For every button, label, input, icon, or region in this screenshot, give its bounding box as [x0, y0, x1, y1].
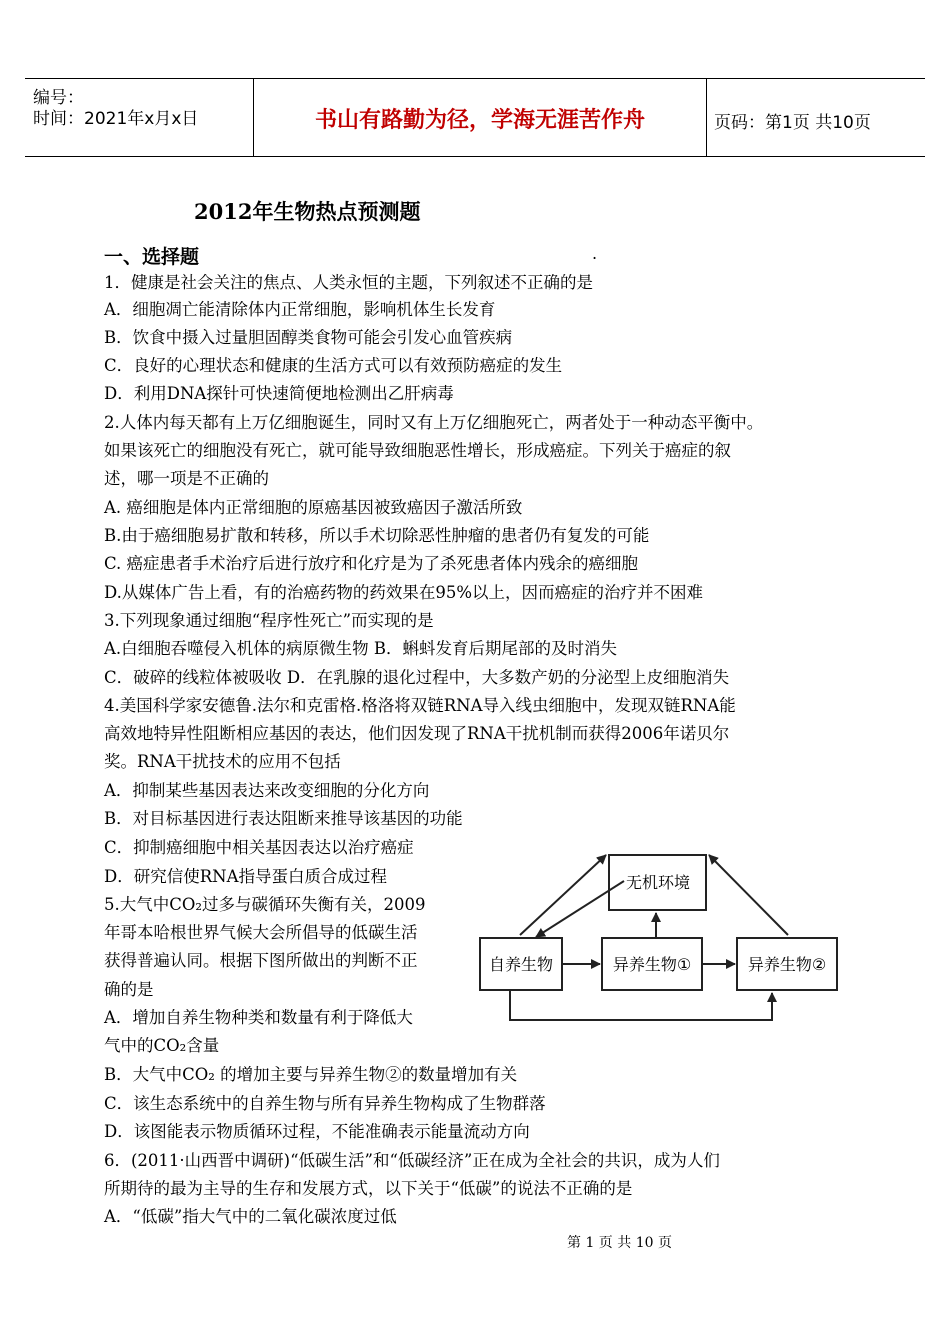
text-line: C．破碎的线粒体被吸收 D．在乳腺的退化过程中，大多数产奶的分泌型上皮细胞消失	[104, 668, 730, 687]
text-line: 2.人体内每天都有上万亿细胞诞生，同时又有上万亿细胞死亡，两者处于一种动态平衡中。	[104, 413, 764, 432]
page-info: 页码：第1页 共10页	[714, 113, 871, 133]
text-line: 6．(2011·山西晋中调研)“低碳生活”和“低碳经济”正在成为全社会的共识，成为人们	[104, 1151, 720, 1170]
text-line: 5.大气中CO₂过多与碳循环失衡有关，2009	[104, 895, 426, 914]
text-line: 4.美国科学家安德鲁.法尔和克雷格.格洛将双链RNA导入线虫细胞中，发现双链RNA能	[104, 696, 736, 715]
header-left-cell	[25, 79, 253, 156]
motto: 书山有路勤为径，学海无涯苦作舟	[314, 108, 645, 133]
text-line: A.白细胞吞噬侵入机体的病原微生物 B．蝌蚪发育后期尾部的及时消失	[104, 639, 618, 658]
text-line: 年哥本哈根世界气候大会所倡导的低碳生活	[104, 923, 418, 942]
text-line: 高效地特异性阻断相应基因的表达，他们因发现了RNA干扰机制而获得2006年诺贝尔	[104, 724, 730, 743]
text-line: D．该图能表示物质循环过程，不能准确表示能量流动方向	[104, 1122, 530, 1141]
label-inorganic-environment: 无机环境	[625, 873, 691, 892]
header-right-cell	[706, 79, 925, 156]
label-heterotroph-1: 异养生物①	[612, 955, 692, 974]
text-line: 1．健康是社会关注的焦点、人类永恒的主题，下列叙述不正确的是	[104, 273, 593, 292]
text-line: B．大气中CO₂ 的增加主要与异养生物②的数量增加有关	[104, 1065, 518, 1084]
page-title: 2012年生物热点预测题	[194, 199, 421, 224]
text-line: A. 癌细胞是体内正常细胞的原癌基因被致癌因子激活所致	[104, 498, 523, 517]
section-heading: 一、选择题	[104, 246, 200, 268]
time-label: 时间：2021年x月x日	[33, 109, 199, 129]
text-line: C．该生态系统中的自养生物与所有异养生物构成了生物群落	[104, 1094, 546, 1113]
text-line: C．良好的心理状态和健康的生活方式可以有效预防癌症的发生	[104, 356, 563, 375]
text-line: 奖。RNA干扰技术的应用不包括	[104, 752, 341, 771]
arrow-auto-to-env	[520, 855, 606, 935]
text-line: B.由于癌细胞易扩散和转移，所以手术切除恶性肿瘤的患者仍有复发的可能	[104, 526, 650, 545]
label-heterotroph-2: 异养生物②	[747, 955, 827, 974]
text-line: B．对目标基因进行表达阻断来推导该基因的功能	[104, 809, 463, 828]
text-line: 3.下列现象通过细胞“程序性死亡”而实现的是	[104, 611, 434, 630]
text-line: 获得普遍认同。根据下图所做出的判断不正	[104, 951, 418, 970]
number-label: 编号：	[33, 88, 84, 108]
text-line: 确的是	[104, 980, 154, 999]
text-line: A．“低碳”指大气中的二氧化碳浓度过低	[104, 1207, 397, 1226]
stray-dot: .	[592, 244, 598, 263]
text-line: B．饮食中摄入过量胆固醇类食物可能会引发心血管疾病	[104, 328, 513, 347]
text-line: A．细胞凋亡能清除体内正常细胞，影响机体生长发育	[104, 300, 496, 319]
text-line: A．抑制某些基因表达来改变细胞的分化方向	[104, 781, 430, 800]
text-line: C. 癌症患者手术治疗后进行放疗和化疗是为了杀死患者体内残余的癌细胞	[104, 554, 639, 573]
label-autotroph: 自养生物	[488, 955, 554, 974]
text-line: A．增加自养生物种类和数量有利于降低大	[104, 1008, 413, 1027]
text-line: D．研究信使RNA指导蛋白质合成过程	[104, 867, 388, 886]
text-line: 如果该死亡的细胞没有死亡，就可能导致细胞恶性增长，形成癌症。下列关于癌症的叙	[104, 441, 731, 460]
text-line: D.从媒体广告上看，有的治癌药物的药效果在95%以上，因而癌症的治疗并不困难	[104, 583, 704, 602]
text-line: C．抑制癌细胞中相关基因表达以治疗癌症	[104, 838, 414, 857]
text-line: 述，哪一项是不正确的	[104, 469, 269, 488]
carbon-cycle-diagram	[470, 845, 850, 1030]
text-line: 所期待的最为主导的生存和发展方式，以下关于“低碳”的说法不正确的是	[104, 1179, 633, 1198]
page-footer: 第 1 页 共 10 页	[567, 1235, 672, 1251]
text-line: D．利用DNA探针可快速简便地检测出乙肝病毒	[104, 384, 454, 403]
document-header	[25, 78, 925, 157]
arrow-auto-to-het2	[510, 991, 772, 1020]
arrow-het2-to-env	[709, 855, 788, 935]
header-motto-cell	[253, 79, 707, 156]
text-line: 气中的CO₂含量	[104, 1036, 220, 1055]
